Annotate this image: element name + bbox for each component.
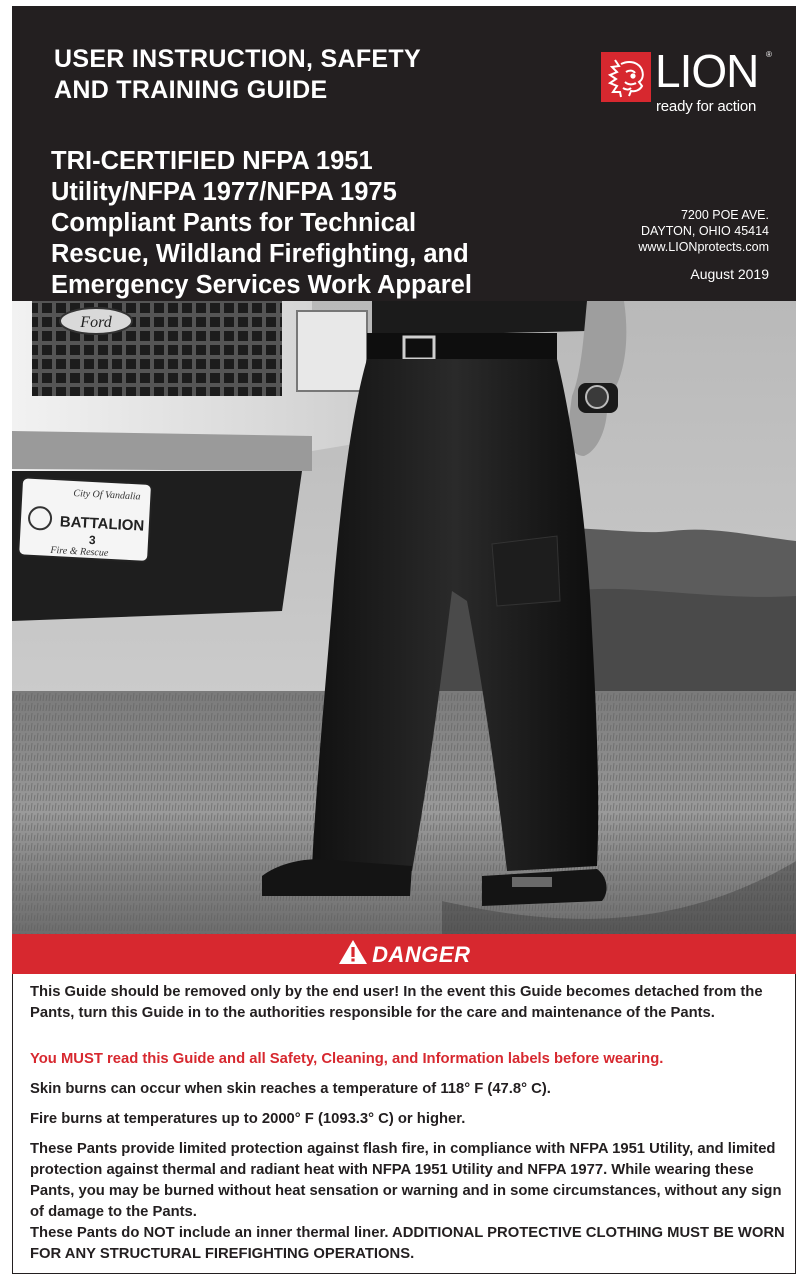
lion-head-icon (601, 52, 651, 102)
website-text: www.LIONprotects.com (638, 240, 769, 254)
company-address (638, 207, 769, 255)
product-title (51, 146, 611, 301)
plate-number-text: 3 (88, 532, 97, 548)
plate-main-text: BATTALION (59, 513, 145, 535)
grille-badge: Ford (80, 314, 112, 331)
skin-burn-notice: Skin burns can occur when skin reaches a temperature of 118° F (47.8° C). (30, 1081, 551, 1097)
liner-notice: These Pants do NOT include an inner thermal liner. ADDITIONAL PROTECTIVE CLOTHING MUST BE WORN FOR ANY STRUCTURAL FIREFIGHTING OPERATIONS. (30, 1225, 785, 1262)
product-title-line: Compliant Pants for Technical (51, 209, 417, 237)
protection-notice: These Pants provide limited protection against flash fire, in compliance with NFPA 1951 Utility, and limited protection against thermal and radiant heat with NFPA 1951 Utility and NFPA 1977. While wearing these Pants, you may be burned without heat sensation or warning and in some circumstances, without any sign of damage to the Pants. (30, 1141, 782, 1220)
must-read-warning: You MUST read this Guide and all Safety, Cleaning, and Information labels before wearing. (30, 1051, 664, 1067)
fire-burn-notice: Fire burns at temperatures up to 2000° F (1093.3° C) or higher. (30, 1111, 466, 1127)
product-title-line: TRI-CERTIFIED NFPA 1951 (51, 147, 373, 175)
document-title (54, 44, 574, 106)
address-line: 7200 POE AVE. (680, 208, 769, 222)
cover-header (12, 6, 796, 301)
removal-notice: This Guide should be removed only by the end user! In the event this Guide becomes detached from the Pants, turn this Guide in to the authorities responsible for the care and maintenance of the Pants. (30, 984, 763, 1021)
danger-banner (12, 934, 796, 974)
document-title-line: USER INSTRUCTION, SAFETY (54, 45, 421, 73)
danger-label: DANGER (372, 942, 471, 967)
registered-mark: ® (766, 50, 772, 59)
danger-notice (12, 974, 796, 1274)
plate-bottom-text: Fire & Rescue (50, 544, 109, 559)
product-title-line: Utility/NFPA 1977/NFPA 1975 (51, 178, 397, 206)
cover-photo (12, 301, 796, 934)
document-title-line: AND TRAINING GUIDE (54, 76, 328, 104)
publication-date: August 2019 (690, 266, 769, 282)
plate-top-text: City Of Vandalia (73, 487, 141, 503)
logo-tagline: ready for action (656, 98, 757, 115)
logo-wordmark: LION (655, 45, 759, 97)
firefighter-pants-photo (12, 301, 796, 934)
product-title-line: Rescue, Wildland Firefighting, and (51, 240, 469, 268)
address-line: DAYTON, OHIO 45414 (640, 224, 769, 238)
lion-logo (601, 44, 781, 124)
warning-triangle-icon (338, 939, 368, 965)
product-title-line: Emergency Services Work Apparel (51, 271, 472, 299)
